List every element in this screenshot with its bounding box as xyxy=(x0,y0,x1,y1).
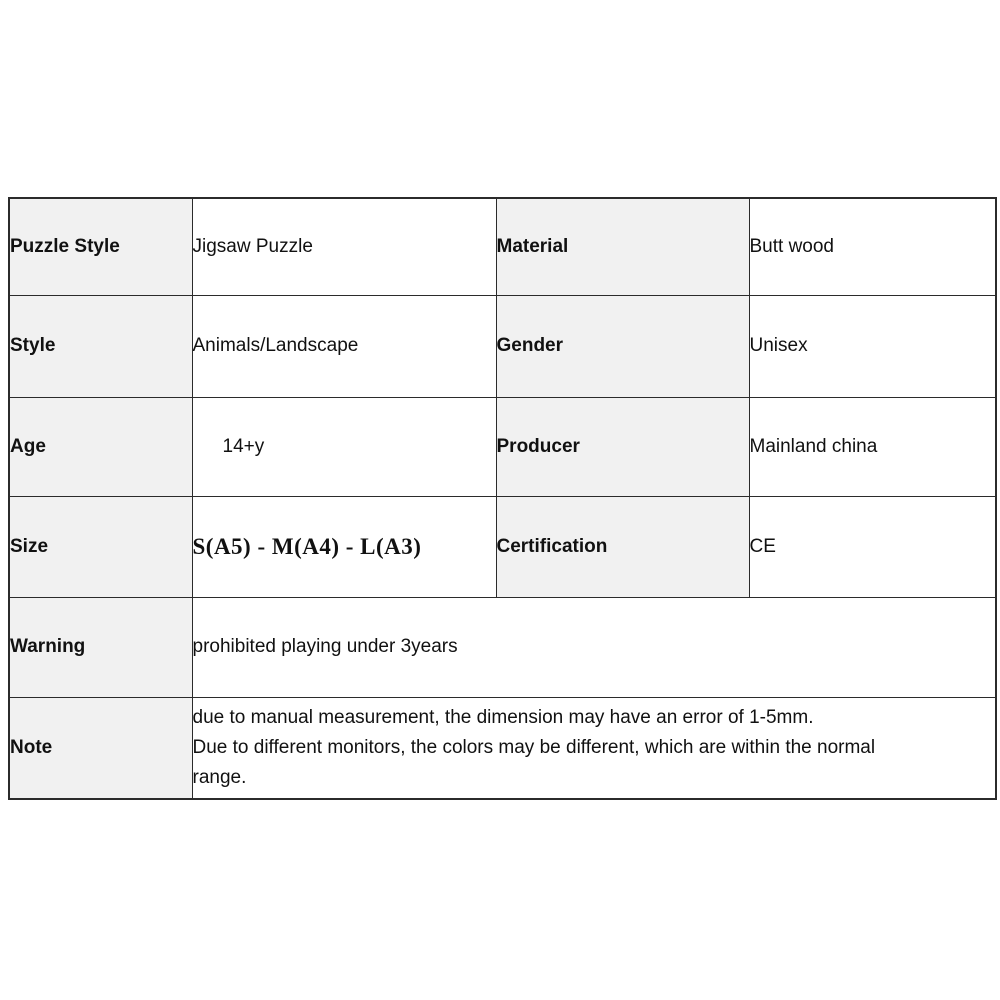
table-row xyxy=(9,697,996,799)
spec-value-material: Butt wood xyxy=(749,198,996,295)
spec-label-certification: Certification xyxy=(496,496,749,597)
spec-value-gender: Unisex xyxy=(749,295,996,397)
note-line-3: range. xyxy=(192,766,247,788)
note-label: Note xyxy=(9,697,192,799)
spec-value-puzzle-style: Jigsaw Puzzle xyxy=(192,198,496,295)
table-row xyxy=(9,496,996,597)
spec-label-age: Age xyxy=(9,397,192,496)
table-row xyxy=(9,295,996,397)
note-line-2: Due to different monitors, the colors may be different, which are within the normal xyxy=(192,736,876,758)
spec-label-gender: Gender xyxy=(496,295,749,397)
spec-value-style: Animals/Landscape xyxy=(192,295,496,397)
spec-value-age: 14+y xyxy=(192,397,496,496)
spec-value-certification: CE xyxy=(749,496,996,597)
warning-label: Warning xyxy=(9,597,192,697)
spec-label-producer: Producer xyxy=(496,397,749,496)
spec-value-size: S(A5) - M(A4) - L(A3) xyxy=(192,496,496,597)
table-row xyxy=(9,198,996,295)
table-row xyxy=(9,397,996,496)
note-value xyxy=(192,697,996,799)
spec-value-producer: Mainland china xyxy=(749,397,996,496)
spec-label-size: Size xyxy=(9,496,192,597)
spec-label-style: Style xyxy=(9,295,192,397)
spec-label-material: Material xyxy=(496,198,749,295)
warning-value: prohibited playing under 3years xyxy=(192,597,996,697)
product-spec-table xyxy=(8,197,997,800)
spec-label-puzzle-style: Puzzle Style xyxy=(9,198,192,295)
table-row xyxy=(9,597,996,697)
note-line-1: due to manual measurement, the dimension may have an error of 1-5mm. xyxy=(192,706,814,728)
